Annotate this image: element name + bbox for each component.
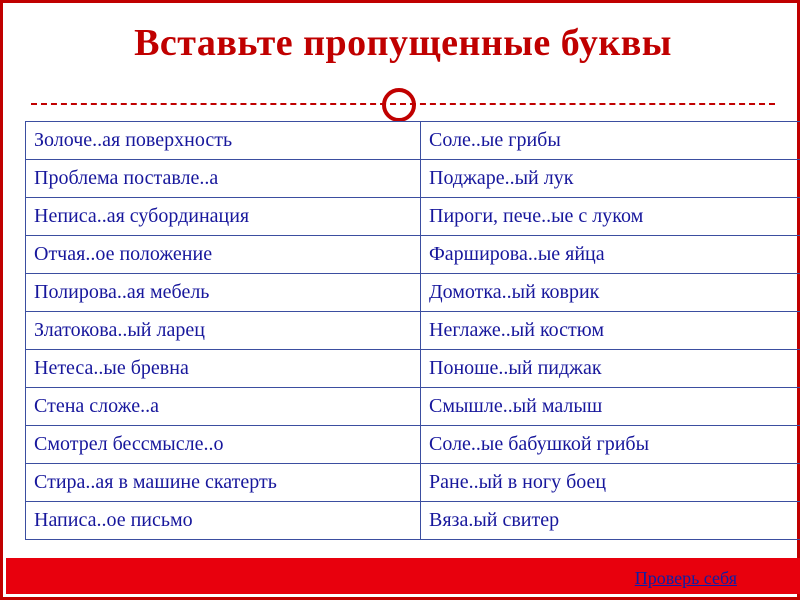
table-cell-left: Златокова..ый ларец [26, 312, 421, 350]
table-cell-right: Поноше..ый пиджак [421, 350, 800, 388]
table-row [26, 236, 800, 274]
table-cell-left: Отчая..ое положение [26, 236, 421, 274]
table-row [26, 198, 800, 236]
table-row [26, 160, 800, 198]
table-cell-right: Пироги, пече..ые с луком [421, 198, 800, 236]
table-cell-left: Неписа..ая субординация [26, 198, 421, 236]
table-cell-left: Стена сложе..а [26, 388, 421, 426]
table-cell-right: Фарширова..ые яйца [421, 236, 800, 274]
words-table-body [26, 122, 800, 540]
table-cell-left: Написа..ое письмо [26, 502, 421, 540]
table-cell-right: Вяза.ый свитер [421, 502, 800, 540]
words-table-wrapper [25, 121, 781, 540]
table-cell-right: Смышле..ый малыш [421, 388, 800, 426]
table-row [26, 388, 800, 426]
table-row [26, 426, 800, 464]
table-row [26, 274, 800, 312]
page-title: Вставьте пропущенные буквы [134, 22, 672, 64]
table-cell-right: Домотка..ый коврик [421, 274, 800, 312]
table-cell-left: Полирова..ая мебель [26, 274, 421, 312]
table-cell-left: Золоче..ая поверхность [26, 122, 421, 160]
table-cell-right: Соле..ые грибы [421, 122, 800, 160]
table-cell-right: Неглаже..ый костюм [421, 312, 800, 350]
table-cell-left: Смотрел бессмысле..о [26, 426, 421, 464]
table-row [26, 122, 800, 160]
table-cell-right: Ране..ый в ногу боец [421, 464, 800, 502]
table-row [26, 350, 800, 388]
table-cell-right: Соле..ые бабушкой грибы [421, 426, 800, 464]
table-cell-left: Стира..ая в машине скатерть [26, 464, 421, 502]
table-cell-right: Поджаре..ый лук [421, 160, 800, 198]
ring-decoration-icon [382, 88, 416, 122]
table-cell-left: Нетеса..ые бревна [26, 350, 421, 388]
table-row [26, 502, 800, 540]
check-yourself-link[interactable]: Проверь себя [634, 568, 737, 588]
words-table [25, 121, 800, 540]
table-row [26, 312, 800, 350]
table-cell-left: Проблема поставле..а [26, 160, 421, 198]
table-row [26, 464, 800, 502]
